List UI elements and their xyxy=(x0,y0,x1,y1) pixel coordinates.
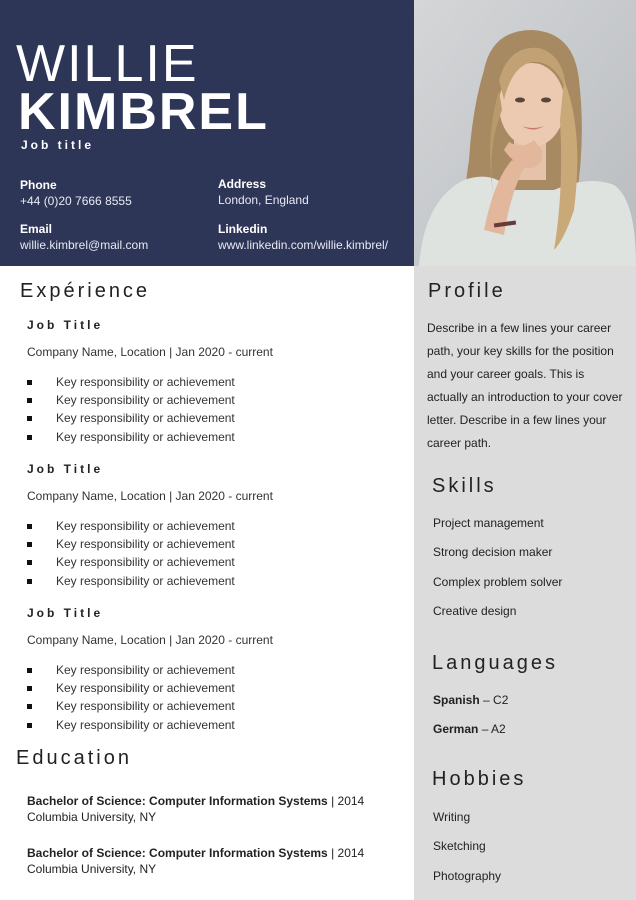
phone-block xyxy=(20,178,132,209)
hobbies-heading: Hobbies xyxy=(432,768,527,790)
job-title: Job Title xyxy=(27,462,104,476)
school: Columbia University, NY xyxy=(27,810,157,824)
bullet-item: Key responsibility or achievement xyxy=(27,661,273,679)
skill-item: Complex problem solver xyxy=(433,575,563,589)
address-label: Address xyxy=(218,177,267,191)
bullet-item: Key responsibility or achievement xyxy=(27,553,273,571)
phone-value: +44 (0)20 7666 8555 xyxy=(20,193,132,208)
bullet-item: Key responsibility or achievement xyxy=(27,373,273,391)
language-name: German xyxy=(433,722,479,736)
job-title: Job Title xyxy=(27,318,104,332)
skills-heading: Skills xyxy=(432,475,497,497)
bullet-item: Key responsibility or achievement xyxy=(27,679,273,697)
bullet-item: Key responsibility or achievement xyxy=(27,572,273,590)
education-heading: Education xyxy=(16,747,132,769)
linkedin-label: Linkedin xyxy=(218,222,268,236)
bullet-item: Key responsibility or achievement xyxy=(27,517,273,535)
bullet-item: Key responsibility or achievement xyxy=(27,697,273,715)
linkedin-block xyxy=(218,222,388,253)
linkedin-value[interactable]: www.linkedin.com/willie.kimbrel/ xyxy=(218,237,389,252)
profile-photo xyxy=(414,0,636,266)
language-item xyxy=(433,722,506,736)
job-company: Company Name, Location | Jan 2020 - current xyxy=(27,489,273,503)
language-level: – A2 xyxy=(478,722,506,736)
email-value[interactable]: willie.kimbrel@mail.com xyxy=(20,237,149,252)
address-block xyxy=(218,177,309,208)
hobby-item: Photography xyxy=(433,869,502,883)
address-value: London, England xyxy=(218,192,309,207)
job-entry-3 xyxy=(27,606,273,734)
job-company: Company Name, Location | Jan 2020 - current xyxy=(27,633,273,647)
hobby-item: Writing xyxy=(433,810,471,824)
job-title: Job title xyxy=(21,138,95,152)
job-company: Company Name, Location | Jan 2020 - current xyxy=(27,345,273,359)
email-label: Email xyxy=(20,222,53,236)
education-entry-2 xyxy=(27,845,364,877)
school: Columbia University, NY xyxy=(27,862,157,876)
hobby-item: Sketching xyxy=(433,839,486,853)
language-name: Spanish xyxy=(433,693,480,707)
skill-item: Creative design xyxy=(433,604,517,618)
bullet-item: Key responsibility or achievement xyxy=(27,716,273,734)
education-entry-1 xyxy=(27,793,364,825)
degree: Bachelor of Science: Computer Information Systems xyxy=(27,794,328,808)
profile-heading: Profile xyxy=(428,280,506,302)
job-bullets xyxy=(27,373,273,446)
bullet-item: Key responsibility or achievement xyxy=(27,409,273,427)
skill-item: Strong decision maker xyxy=(433,545,553,559)
language-level: – C2 xyxy=(479,693,509,707)
language-item xyxy=(433,693,508,707)
experience-heading: Expérience xyxy=(20,280,151,302)
bullet-item: Key responsibility or achievement xyxy=(27,391,273,409)
job-entry-2 xyxy=(27,462,273,590)
email-block xyxy=(20,222,148,253)
job-title: Job Title xyxy=(27,606,104,620)
job-bullets xyxy=(27,517,273,590)
degree-year: | 2014 xyxy=(331,794,365,808)
profile-text: Describe in a few lines your career path, your key skills for the position and your career goals. This is actually an introduction to your cover letter. Describe in a few lines your career path. xyxy=(427,321,623,450)
languages-heading: Languages xyxy=(432,652,558,674)
header-banner xyxy=(0,0,414,266)
portrait-illustration xyxy=(414,0,636,266)
job-bullets xyxy=(27,661,273,734)
job-entry-1 xyxy=(27,318,273,446)
bullet-item: Key responsibility or achievement xyxy=(27,428,273,446)
degree: Bachelor of Science: Computer Information Systems xyxy=(27,846,328,860)
phone-label: Phone xyxy=(20,178,57,192)
bullet-item: Key responsibility or achievement xyxy=(27,535,273,553)
degree-year: | 2014 xyxy=(331,846,365,860)
first-name: WILLIE xyxy=(16,35,199,93)
last-name: KIMBREL xyxy=(18,83,269,141)
skill-item: Project management xyxy=(433,516,544,530)
